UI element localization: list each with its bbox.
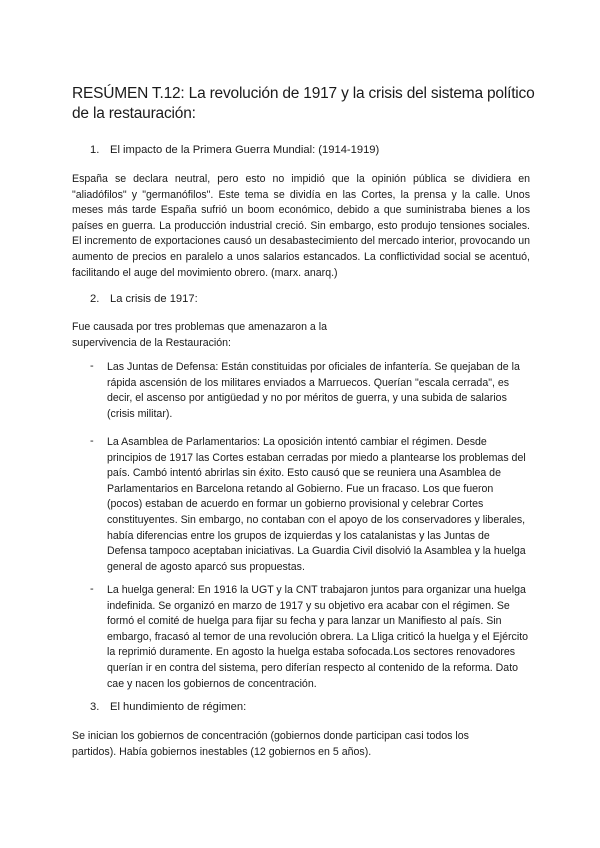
section-2-title: La crisis de 1917: [110, 293, 198, 305]
section-2-number: 2. [90, 293, 100, 305]
list-item-3-marker: - [90, 583, 94, 595]
section-1-title: El impacto de la Primera Guerra Mundial: (1914-1919) [110, 144, 380, 156]
section-1-body: España se declara neutral, pero esto no impidió que la opinión pública se dividiera en "aliadófilos" y "germanófilos". Este tema se dividía en las Cortes, la prensa y la calle. Unos meses más tarde España sufrió un boom económico, debido a que suministraba bienes a los países en guerra. La producción industrial creció. Sin embargo, esto produjo tensiones sociales. El incremento de exportaciones causó un desabastecimiento del mercado interior, provocando un aumento de precios en paralelo a unos salarios estancados. La conflictividad social se acentuó, facilitando el auge del movimiento obrero. (marx. anarq.) [72, 173, 530, 279]
section-3-title: El hundimiento de régimen: [110, 701, 247, 713]
page-title: RESÚMEN T.12: La revolución de 1917 y la crisis del sistema político de la restauración: [72, 85, 535, 122]
list-item-1-text: Las Juntas de Defensa: Están constituidas por oficiales de infantería. Se quejaban de la rápida ascensión de los militares enviados a Marruecos. Querían "escala cerrada", es decir, el ascenso por antigüedad y no por méritos de guerra, y una subida de salarios (crisis militar). [107, 361, 520, 420]
list-item-2-marker: - [90, 435, 94, 447]
section-2-heading [90, 292, 198, 307]
list-item-3-text: La huelga general: En 1916 la UGT y la CNT trabajaron juntos para organizar una huelga indefinida. Se organizó en marzo de 1917 y su objetivo era acabar con el régimen. Se formó el comité de huelga para fijar su fecha y para lanzar un Manifiesto al país. Sin embargo, fracasó al temor de una revolución obrera. La Lliga criticó la huelga y el Ejército la reprimió duramente. En agosto la huelga estaba sofocada.Los sectores renovadores querían ir en contra del sistema, pero diferían respecto al contenido de la reforma. Dato cae y nacen los gobiernos de concentración. [107, 584, 529, 690]
section-3-heading [90, 700, 246, 715]
list-item-1-marker: - [90, 360, 94, 372]
list-item-2-text: La Asamblea de Parlamentarios: La oposición intentó cambiar el régimen. Desde principios de 1917 las Cortes estaban cerradas por miedo a plantearse los problemas del país. Cambó intentó abrirlas sin éxito. Esto causó que se reuniera una Asamblea de Parlamentarios en Barcelona retando al Gobierno. Fue un fracaso. Los que fueron (pocos) estaban de acuerdo en formar un gobierno provisional y celebrar Cortes constituyentes. Sin embargo, no contaban con el apoyo de los conservadores y liberales, había diferencias entre los grupos de izquierdas y los catalanistas y las Juntas de Defensa tampoco aceptaban iniciativas. La Guardia Civil disolvió la Asamblea y la huelga general de agosto aparcó sus propuestas. [107, 436, 526, 573]
section-3-body: Se inician los gobiernos de concentración (gobiernos donde participan casi todos los partidos). Había gobiernos inestables (12 gobiernos en 5 años). [72, 730, 469, 758]
section-3-number: 3. [90, 701, 100, 713]
section-1-heading [90, 143, 379, 158]
section-1-number: 1. [90, 144, 100, 156]
section-2-intro: Fue causada por tres problemas que amenazaron a la supervivencia de la Restauración: [72, 321, 327, 349]
